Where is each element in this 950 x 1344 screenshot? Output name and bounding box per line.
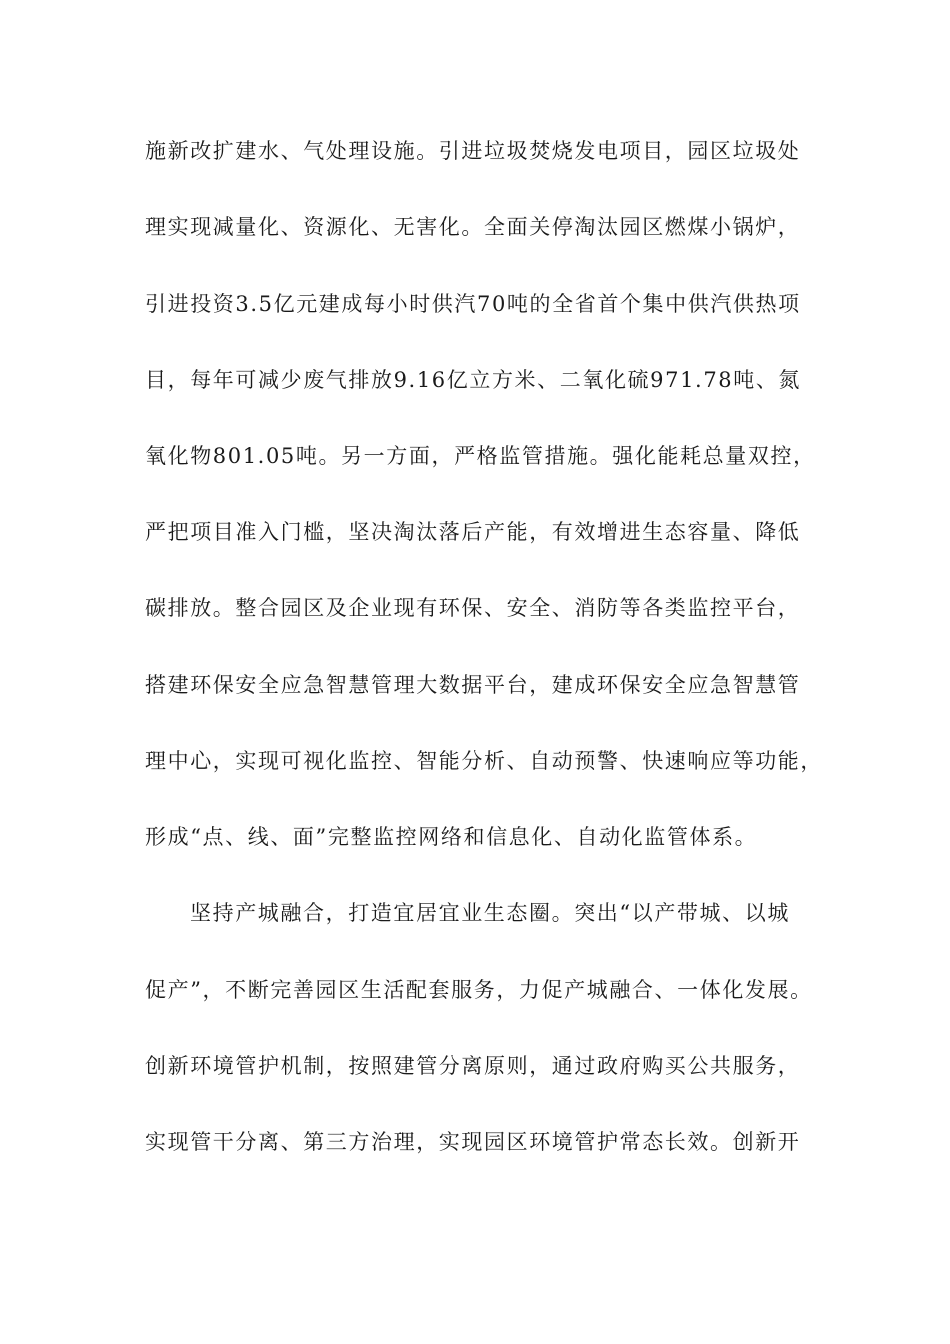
- paragraph-first-line: 坚持产城融合，打造宜居宜业生态圈。突出“以产带城、以城: [190, 901, 790, 925]
- text-line: 施新改扩建水、气处理设施。引进垃圾焚烧发电项目，园区垃圾处: [145, 139, 801, 163]
- text-line: 理实现减量化、资源化、无害化。全面关停淘汰园区燃煤小锅炉，: [145, 215, 801, 239]
- text-line: 创新环境管护机制，按照建管分离原则，通过政府购买公共服务，: [145, 1054, 801, 1078]
- text-line: 促产”，不断完善园区生活配套服务，力促产城融合、一体化发展。: [145, 978, 813, 1002]
- text-line: 氧化物801.05吨。另一方面，严格监管措施。强化能耗总量双控，: [145, 444, 816, 468]
- text-line: 严把项目准入门槛，坚决淘汰落后产能，有效增进生态容量、降低: [145, 520, 801, 544]
- text-line: 形成“点、线、面”完整监控网络和信息化、自动化监管体系。: [145, 825, 758, 849]
- text-line: 碳排放。整合园区及企业现有环保、安全、消防等各类监控平台，: [145, 596, 801, 620]
- text-line: 目，每年可减少废气排放9.16亿立方米、二氧化硫971.78吨、氮: [145, 368, 802, 392]
- text-line: 引进投资3.5亿元建成每小时供汽70吨的全省首个集中供汽供热项: [145, 292, 801, 316]
- text-line: 实现管干分离、第三方治理，实现园区环境管护常态长效。创新开: [145, 1130, 801, 1154]
- text-line: 搭建环保安全应急智慧管理大数据平台，建成环保安全应急智慧管: [145, 673, 801, 697]
- text-line: 理中心，实现可视化监控、智能分析、自动预警、快速响应等功能，: [145, 749, 823, 773]
